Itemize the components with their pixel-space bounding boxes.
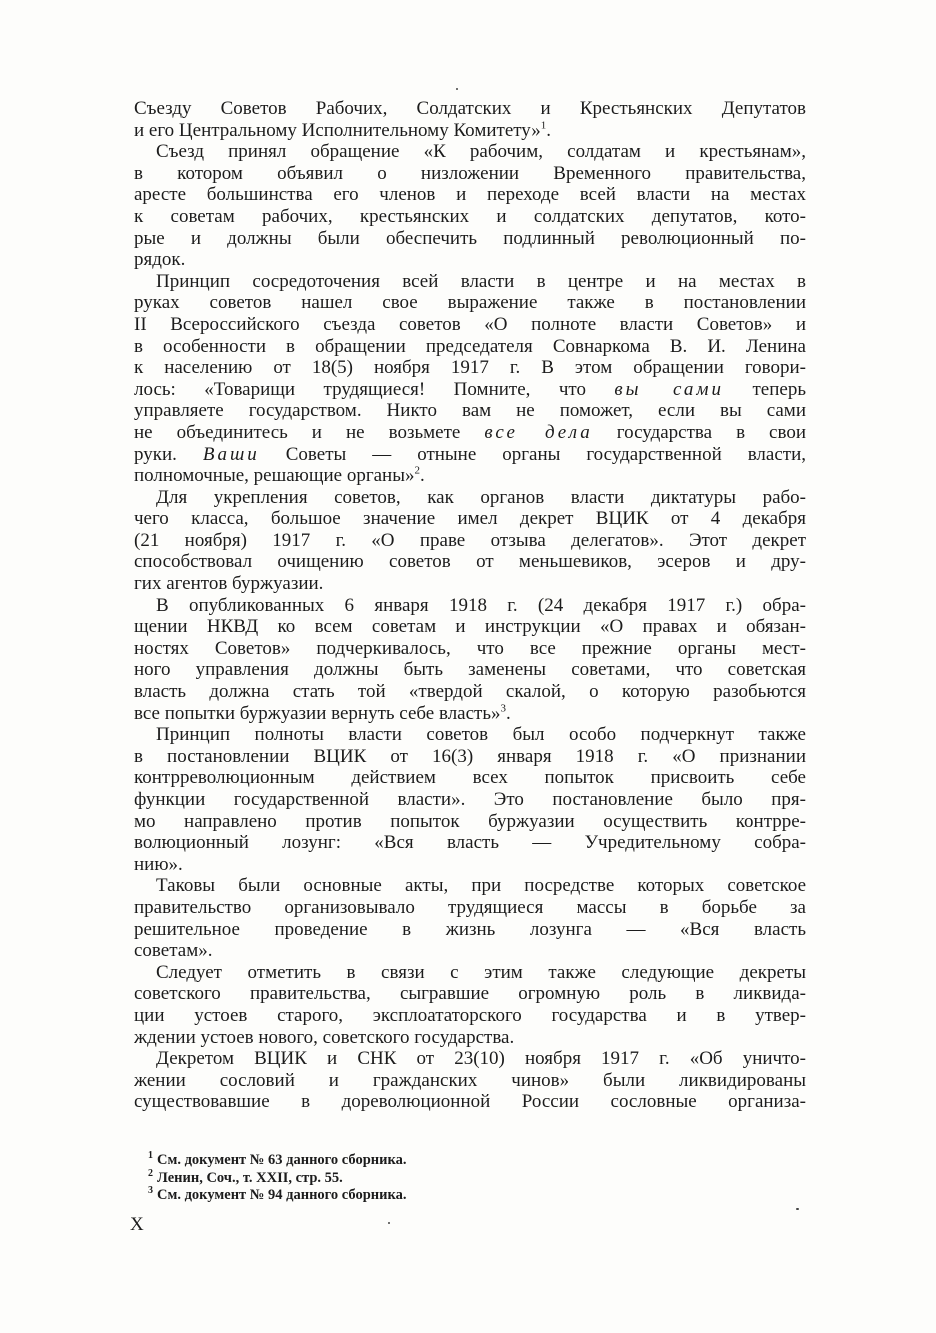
- text-line: власть должна стать той «твердой скалой, о которую разобьются: [134, 681, 806, 703]
- emphasis-text: Ваши: [202, 443, 260, 465]
- footnote-ref: 1: [540, 119, 547, 132]
- text-line: к населению от 18(5) ноября 1917 г. В этом обращении говори-: [134, 357, 806, 379]
- footnote-divider: [134, 1146, 174, 1147]
- text-line: мо направлено против попыток буржуазии осуществить контрре-: [134, 810, 806, 832]
- text-line: жении сословий и гражданских чинов» были ликвидированы: [134, 1069, 806, 1091]
- text-line: руки. Ваши Советы — отныне органы государственной власти,: [134, 443, 806, 465]
- text-line: ждении устоев нового, советского государства.: [134, 1026, 515, 1048]
- scan-speck: [388, 1222, 390, 1224]
- footnote: [148, 1167, 648, 1188]
- page-number: X: [130, 1214, 144, 1235]
- text-line: Декретом ВЦИК и СНК от 23(10) ноября 1917 г. «Об уничто-: [156, 1048, 806, 1070]
- text-line: Принцип полноты власти советов был особо подчеркнут также: [156, 724, 806, 746]
- footnote-mark: 2: [148, 1167, 153, 1179]
- text-line: все попытки буржуазии вернуть себе власть»$^3$.: [134, 702, 511, 724]
- paragraph: [134, 1048, 806, 1113]
- body-text: [134, 98, 806, 1113]
- footnote: [148, 1152, 648, 1170]
- text-line: решительное проведение в жизнь лозунга — «Вся власть: [134, 918, 806, 940]
- paragraph: [134, 962, 806, 1048]
- text-line: Для укрепления советов, как органов власти диктатуры рабо-: [156, 486, 806, 508]
- text-line: в котором объявил о низложении Временного правительства,: [134, 162, 806, 184]
- paragraph: [134, 141, 806, 271]
- text-line: и его Центральному Исполнительному Комитету»$^1$.: [134, 119, 552, 141]
- paragraph: [134, 724, 806, 875]
- scan-speck: [456, 88, 458, 90]
- emphasis-text: вы сами: [614, 378, 725, 400]
- text-line: Принцип сосредоточения всей власти в центре и на местах в: [156, 270, 806, 292]
- text-line: гих агентов буржуазии.: [134, 573, 324, 595]
- text-line: управляете государством. Никто вам не поможет, если вы сами: [134, 400, 806, 422]
- footnote-text: См. документ № 63 данного сборника.: [157, 1152, 407, 1168]
- footnote-text: Ленин, Соч., т. XXII, стр. 55.: [157, 1169, 343, 1186]
- footnote-ref: 3: [500, 702, 507, 715]
- paragraph: [134, 875, 806, 961]
- text-line: руках советов нашел свое выражение также в постановлении: [134, 292, 806, 314]
- text-line: советам».: [134, 940, 213, 962]
- text-line: существовавшие в дореволюционной России сословные организа-: [134, 1091, 806, 1113]
- paragraph: [134, 98, 806, 141]
- text-line: ностях Советов» подчеркивалось, что все прежние органы мест-: [134, 637, 806, 659]
- text-line: советского правительства, сыгравшие огромную роль в ликвида-: [134, 983, 806, 1005]
- text-line: нию».: [134, 853, 183, 875]
- text-line: функции государственной власти». Это постановление было пря-: [134, 789, 806, 810]
- text-line: ного управления должны быть заменены советами, что советская: [134, 659, 806, 681]
- text-line: к советам рабочих, крестьянских и солдатских депутатов, кото-: [134, 205, 806, 227]
- footnote-text: См. документ № 94 данного сборника.: [157, 1187, 407, 1203]
- text-line: в особенности в обращении председателя Совнаркома В. И. Ленина: [134, 335, 806, 357]
- text-line: рые и должны были обеспечить подлинный революционный по-: [134, 227, 806, 249]
- emphasis-text: все дела: [484, 421, 593, 443]
- footnote-mark: 1: [148, 1150, 153, 1162]
- footnotes: [148, 1152, 648, 1205]
- text-line: Съезду Советов Рабочих, Солдатских и Крестьянских Депутатов: [134, 98, 806, 119]
- text-line: щении НКВД ко всем советам и инструкции «О правах и обязан-: [134, 616, 806, 638]
- text-line: волюционный лозунг: «Вся власть — Учредительному собра-: [134, 832, 806, 854]
- text-line: не объединитесь и не возьмете все дела государства в свои: [134, 421, 806, 443]
- text-line: чего класса, большое значение имел декрет ВЦИК от 4 декабря: [134, 508, 806, 530]
- text-line: правительство организовывало трудящиеся массы в борьбе за: [134, 896, 806, 918]
- text-line: (21 ноября) 1917 г. «О праве отзыва делегатов». Этот декрет: [134, 529, 806, 551]
- text-line: Съезд принял обращение «К рабочим, солдатам и крестьянам»,: [156, 141, 806, 163]
- footnote-mark: 3: [148, 1185, 153, 1197]
- text-line: рядок.: [134, 249, 186, 271]
- paragraph: [134, 595, 806, 725]
- text-line: ции устоев старого, эксплоататорского государства и в утвер-: [134, 1004, 806, 1026]
- footnote-ref: 2: [414, 465, 420, 477]
- text-line: Таковы были основные акты, при посредстве которых советское: [156, 875, 806, 897]
- text-line: в постановлении ВЦИК от 16(3) января 1918 г. «О признании: [134, 745, 806, 767]
- text-line: полномочные, решающие органы»$^2$.: [134, 465, 425, 487]
- paragraph: [134, 487, 806, 595]
- text-line: контрреволюционным действием всех попыток присвоить себе: [134, 767, 806, 789]
- text-line: способствовал очищению советов от меньшевиков, эсеров и дру-: [134, 551, 806, 573]
- text-line: В опубликованных 6 января 1918 г. (24 декабря 1917 г.) обра-: [156, 594, 806, 616]
- text-line: лось: «Товарищи трудящиеся! Помните, что вы сами теперь: [134, 378, 806, 400]
- paragraph: [134, 271, 806, 487]
- text-line: Следует отметить в связи с этим также следующие декреты: [156, 961, 806, 983]
- text-line: аресте большинства его членов и переходе всей власти на местах: [134, 184, 806, 206]
- scan-speck: [796, 1208, 799, 1210]
- footnote: [148, 1187, 648, 1205]
- text-line: II Всероссийского съезда советов «О полноте власти Советов» и: [134, 313, 806, 335]
